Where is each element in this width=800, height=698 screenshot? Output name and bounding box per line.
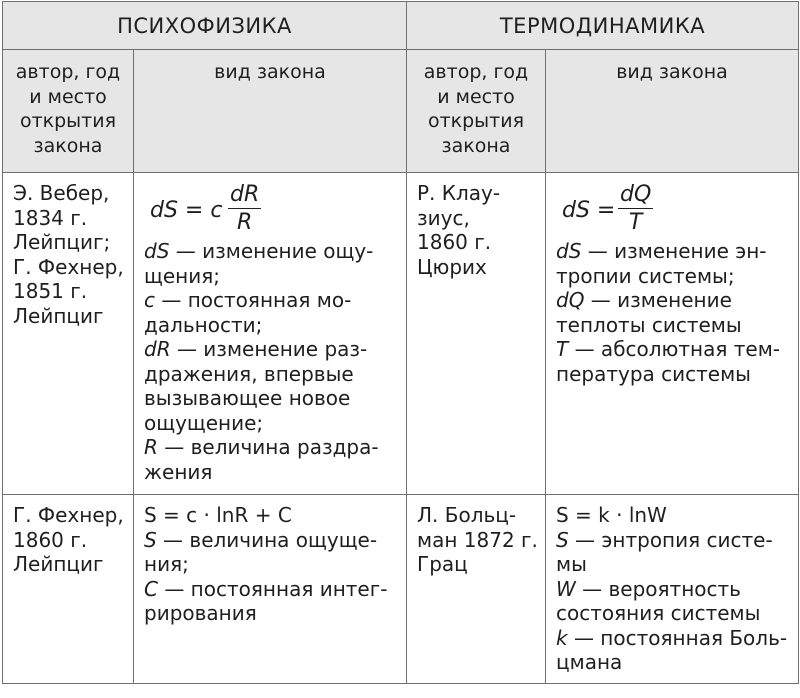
- note-text: — изменение: [584, 288, 732, 312]
- note-text: — величина ощуще-: [156, 527, 378, 552]
- note-text: — величина раздра-: [157, 435, 379, 459]
- note-line: [144, 288, 398, 313]
- note-symbol: T: [556, 337, 569, 361]
- note-symbol: dS: [556, 239, 582, 263]
- fraction-numerator: dR: [230, 182, 260, 207]
- header-line: открытия: [19, 110, 117, 132]
- fraction: [228, 181, 261, 236]
- header-line: закона: [33, 134, 103, 157]
- author-line: Лейпциг: [13, 303, 104, 328]
- author-line: 1851 г.: [13, 279, 88, 303]
- note-line: [556, 528, 790, 553]
- header-line: закона: [441, 134, 511, 157]
- note-symbol: S: [556, 527, 569, 552]
- note-line: [556, 313, 790, 338]
- laws-table: [2, 1, 799, 684]
- author-line: Цюрих: [417, 254, 487, 279]
- note-line: [556, 239, 790, 264]
- note-symbol: dR: [144, 337, 171, 361]
- note-symbol: S: [144, 527, 157, 552]
- note-text: пература системы: [556, 361, 751, 386]
- note-text: мы: [556, 552, 587, 576]
- notes-list: [144, 528, 398, 626]
- note-text: состояния системы: [556, 601, 761, 625]
- note-line: [556, 337, 790, 362]
- clausius-formula: [556, 181, 790, 239]
- note-line: [144, 362, 398, 387]
- author-line: ман 1872 г.: [417, 527, 538, 552]
- note-text: дальности;: [144, 312, 263, 337]
- note-symbol: dQ: [556, 288, 585, 312]
- psycho-author-header: [3, 50, 134, 173]
- note-line: [144, 386, 398, 411]
- author-line: 1860 г.: [417, 230, 492, 254]
- header-line: открытия: [427, 110, 525, 132]
- author-line: Г. Фехнер,: [13, 254, 124, 279]
- note-text: щения;: [144, 263, 220, 288]
- note-line: [144, 601, 398, 626]
- boltzmann-formula: S = k · lnW: [556, 503, 667, 527]
- note-text: — постоянная интег-: [157, 576, 388, 601]
- author-line: Э. Вебер,: [13, 181, 110, 205]
- note-line: [144, 528, 398, 553]
- weber-fechner-formula: [144, 181, 398, 239]
- note-line: [556, 577, 790, 602]
- note-symbol: k: [556, 625, 568, 650]
- note-line: [556, 362, 790, 387]
- fraction-numerator: dQ: [620, 182, 652, 207]
- note-text: — изменение раз-: [170, 337, 368, 361]
- section-header-row: [3, 2, 799, 50]
- note-line: [144, 460, 398, 485]
- note-symbol: W: [556, 576, 576, 601]
- author-line: Р. Клау-: [417, 181, 501, 205]
- note-text: — постоянная Боль-: [567, 625, 788, 650]
- note-line: [556, 650, 790, 675]
- note-line: [556, 288, 790, 313]
- section-psychophysics: ПСИХОФИЗИКА: [3, 2, 407, 50]
- note-text: вызывающее новое: [144, 386, 351, 410]
- author-line: Л. Больц-: [417, 503, 517, 527]
- author-cell: [407, 495, 546, 684]
- note-text: дражения, впервые: [144, 361, 354, 386]
- note-line: [556, 264, 790, 289]
- note-text: теплоты системы: [556, 312, 742, 337]
- psycho-law-header: вид закона: [134, 50, 407, 173]
- fraction-denominator: T: [628, 210, 643, 235]
- note-text: — изменение эн-: [581, 239, 767, 263]
- thermo-author-header: [407, 50, 546, 173]
- note-line: [556, 552, 790, 577]
- author-line: Лейпциг;: [13, 230, 111, 254]
- subheader-row: [3, 50, 799, 173]
- note-line: [144, 337, 398, 362]
- note-text: рирования: [144, 601, 257, 625]
- thermo-law-header: вид закона: [546, 50, 799, 173]
- note-text: цмана: [556, 650, 623, 674]
- note-line: [144, 264, 398, 289]
- section-thermodynamics: ТЕРМОДИНАМИКА: [407, 2, 799, 50]
- note-text: ощущение;: [144, 410, 264, 435]
- notes-list: [144, 239, 398, 484]
- note-symbol: c: [144, 288, 155, 312]
- note-line: [556, 626, 790, 651]
- law-cell: [546, 495, 799, 684]
- note-text: ния;: [144, 552, 189, 576]
- law-cell: [134, 173, 407, 495]
- fraction: [618, 181, 653, 236]
- author-line: 1834 г.: [13, 205, 88, 230]
- notes-list: [556, 239, 790, 386]
- note-line: [144, 435, 398, 460]
- note-line: [556, 601, 790, 626]
- note-line: [144, 411, 398, 436]
- header-line: и место: [437, 85, 515, 108]
- law-cell: [546, 173, 799, 495]
- note-symbol: dS: [144, 239, 170, 263]
- note-text: — постоянная мо-: [155, 288, 352, 312]
- note-symbol: C: [144, 576, 158, 601]
- formula-lhs: dS = c: [150, 198, 223, 223]
- table-row: [3, 495, 799, 684]
- author-cell: [407, 173, 546, 495]
- fraction-denominator: R: [236, 210, 253, 235]
- law-cell: [134, 495, 407, 684]
- note-line: [144, 577, 398, 602]
- note-text: — абсолютная тем-: [568, 337, 781, 361]
- author-line: 1860 г.: [13, 527, 88, 552]
- formula-lhs: dS =: [562, 198, 616, 223]
- author-line: Грац: [417, 552, 468, 576]
- note-text: жения: [144, 459, 213, 484]
- note-symbol: R: [144, 435, 158, 459]
- author-line: зиус,: [417, 205, 470, 230]
- header-line: автор, год: [15, 61, 121, 83]
- header-line: автор, год: [423, 61, 529, 83]
- author-cell: [3, 495, 134, 684]
- header-line: и место: [29, 85, 107, 108]
- note-text: — изменение ощу-: [169, 239, 374, 263]
- note-text: — энтропия систе-: [568, 527, 773, 552]
- author-line: Г. Фехнер,: [13, 503, 124, 527]
- author-line: Лейпциг: [13, 552, 104, 576]
- note-text: тропии системы;: [556, 263, 735, 288]
- fechner-formula: S = c · lnR + C: [144, 503, 292, 527]
- notes-list: [556, 528, 790, 675]
- note-text: — вероятность: [575, 576, 741, 601]
- note-line: [144, 552, 398, 577]
- author-cell: [3, 173, 134, 495]
- note-line: [144, 239, 398, 264]
- table-row: [3, 173, 799, 495]
- note-line: [144, 313, 398, 338]
